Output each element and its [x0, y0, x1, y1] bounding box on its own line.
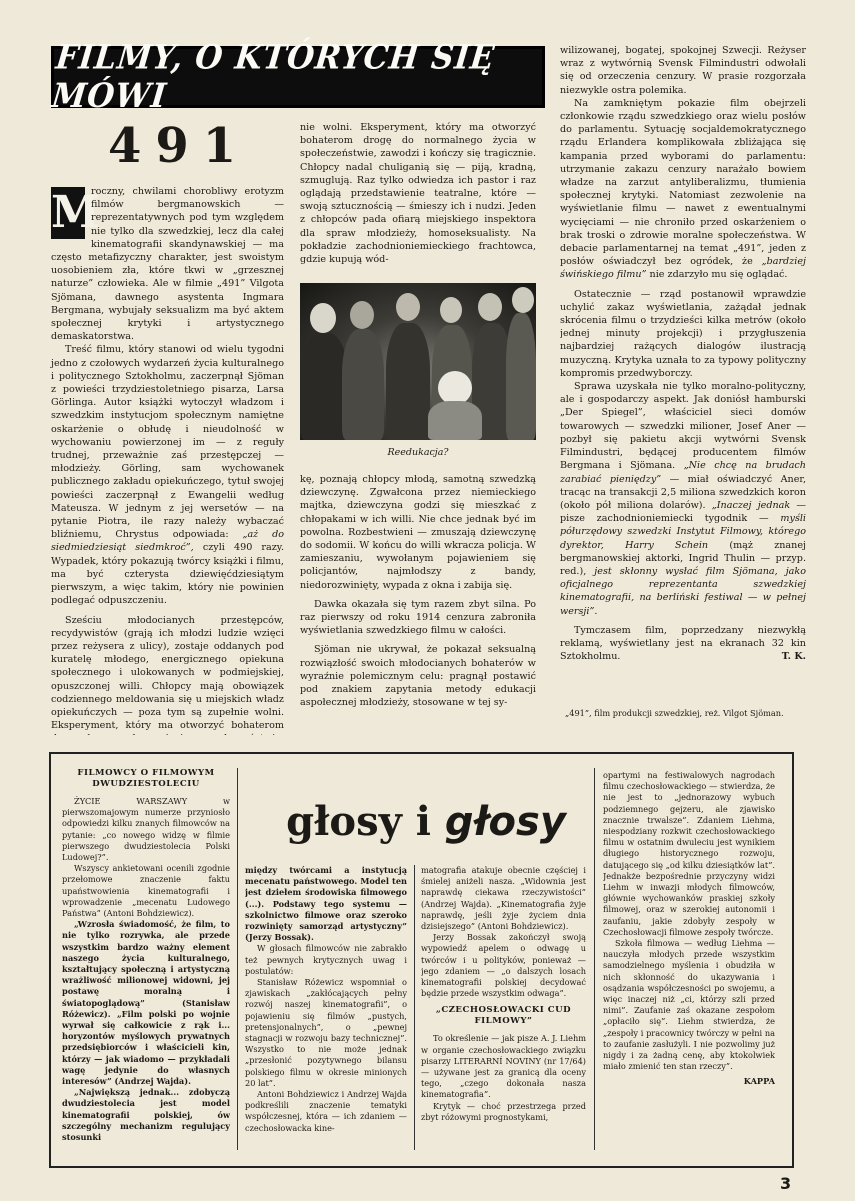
glosy-divider-2: [414, 865, 415, 1150]
glosy-left-p2: Wszyscy ankietowani ocenili zgodnie przełomowe znaczenie faktu upaństwowienia kinematografii i wprowadzenie „mecenatu Ludowego Państwa” (Antoni Bohdziewicz).: [62, 863, 230, 919]
article-paragraph-3a: Sześciu młodocianych przestępców, recydywistów (grają ich młodzi ludzie wzięci przez reżysera z ulicy), zostaje oddanych pod kuratelę młodego, energicznego opiekuna społecznego i ulokowanych w podmiejskiej, opuszczonej willi. Chłopcy mają obowiązek codziennego meldowania się u miejskich władz opiekuńczych — poza tym są zupełnie wolni. Eksperyment, który ma otworzyć bohaterom: [51, 614, 284, 732]
movie-title-number: 491: [108, 118, 251, 174]
dropcap: M: [51, 187, 100, 238]
glosy-title-first: głosy i: [286, 798, 431, 845]
glosy-left-p1: ŻYCIE WARSZAWY w pierwszomajowym numerze przyniosło odpowiedzi kilku znanych filmowców na pytanie: „co nowego widzę w filmie pierwszego dwudziestolecia Polski Ludowej?”.: [62, 796, 230, 863]
glosy-column-right: [603, 770, 775, 1154]
article-paragraph-8: Sprawa uzyskała nie tylko moralno-polityczny, ale i gospodarczy aspekt. Jak doniósł hamburski „Der Spiegel”, właściciel sieci domów towarowych — szwedzki milioner, Josef Aner — pozbył się pakietu akcji wytwórni Svensk Filmindustri, będącej producentem filmów Bergmana i Sjömana. „Nie chcę na brudach zarabiać pieniędzy” — miał oświadczyć Aner, tracąc na transakcji 2,5 miliona szwedzkich koron (około pół miliona dolarów). „Inaczej jednak — pisze zachodnioniemiecki tygodnik — myśli półurzędowy szwedzki Instytut Filmowy, którego dyrektor, Harry Schein (mąż znanej bergmanowskiej aktorki, Ingrid Thulin — przyp. red.), jest skłonny wysłać film Sjömana, jako oficjalnego reprezentanta szwedzkiej kinematografii, na berliński festiwal — w pełnej wersji”.: [560, 381, 806, 617]
glosy-column-mid1: [245, 865, 407, 1155]
article-paragraph-3b: nie wolni. Eksperyment, który ma otworzyć bohaterom drogę do normalnego życia w społeczeństwie, zawodzi i kończy się tragicznie. Chłopcy nadal chuliganią się — piją, kradną, szmuglują. Raz tylko odwiedza ich pastor i raz oglądają przedstawienie teatralne, które — swoją sztucznością — śmieszy ich i nudzi. Jeden z chłopców pada ofiarą miejskiego inspektora dla spraw młodzieży, homoseksualisty. Na pokładzie zachodnioniemieckiego frachtowca, gdzie kupują wód-: [300, 122, 536, 266]
photo-caption: Reedukacja?: [387, 447, 449, 458]
article-column-3: [560, 44, 806, 696]
article-paragraph-9: Tymczasem film, poprzedzany niezwykłą reklamą, wyświetlany jest na ekranach 32 kin Sztokholmu. T. K.: [560, 624, 806, 663]
article-signature: T. K.: [781, 651, 806, 663]
article-column-1: [51, 185, 284, 735]
glosy-mid2-heading: „CZECHOSŁOWACKI CUD FILMOWY”: [435, 1005, 572, 1027]
glosy-mid2-p4: Krytyk — choć przestrzega przed zbyt różowymi prognostykami,: [421, 1100, 586, 1122]
article-paragraph-5b: wilizowanej, bogatej, spokojnej Szwecji. Reżyser wraz z wytwórnią Svensk Filmindustri odwołali się od orzeczenia cenzury. W prasie rozgorzała niezwykle ostra polemika.: [560, 45, 806, 96]
article-column-2-bottom: [300, 473, 536, 726]
glosy-right-p1: opartymi na festiwalowych nagrodach filmu czechosłowackiego — stwierdza, że nie jest to „jednorazowy wybuch podziemnego gejzeru, ale zjawisko znacznie trwalsze”. Zdaniem Liehma, niespodziany rozkwit czechosłowackiego filmu w ostatnim dwuleciu jest wynikiem długiego historycznego rozwoju, datującego się „od kilku dziesiątków lat”. Jednakże bezpośrednie przyczyny widzi Liehm w inwazji młodych filmowców, głównie wychowanków praskiej szkoły filmowej, oraz w szerokiej autonomii i zaufaniu, jakie zdobyły zespoły w Czechosłowacji filmowe zespoły twórcze.: [603, 770, 775, 937]
article-paragraph-3c: kę, poznają chłopcy młodą, samotną szwedzką dziewczynę. Zgwałcona przez niemieckiego majtka, dziewczyna godzi się mieszkać z chłopakami w ich willi. Nie chce jednak być im powolna. Rozbestwieni — zmuszają dziewczynę do sodomii. W końcu do willi wkracza policja. W zamieszaniu, wywołanym pojawieniem się policjantów, najmłodszy z bandy, niedorozwinięty, wypada z okna i zabija się.: [300, 474, 536, 591]
glosy-right-p2: Szkoła filmowa — według Liehma — nauczyła młodych przede wszystkim samodzielnego myślenia i obudziła w nich skłonność do ukazywania i osądzania współczesności po swojemu, a więc inaczej niż „ci, którzy szli przed nimi”. Zaufanie zaś okazane zespołom „opłaciło się”. Liehm stwierdza, że „zespoły i pracownicy twórczy w pełni na to zaufanie zasłużyli. I nie pozwolimy już nigdy i za żadną cenę, aby ktokolwiek miało zmienić ten stan rzeczy”.: [603, 938, 775, 1072]
section-banner: [49, 38, 545, 116]
film-still-photo: [300, 283, 536, 440]
article-paragraph-2: Treść filmu, który stanowi od wielu tygodni jedno z czołowych wydarzeń życia kulturalnego i politycznego Sztokholmu, zaczerpnął Sjöman z powieści trzydziestoletniego pisarza, Larsa Görlinga. Autor książki wytoczył władzom i szwedzkim instytucjom społecznym namiętne oskarżenie o obłudę i nieudolność w wychowaniu powierzonej im — z reguły trudnej, przeważnie zaś przestępczej — młodzieży. Görling, sam wychowanek publicznego zakładu opiekuńczego, tytuł swojej powieści zaczerpnął z Ewangelii według Mateusza. W jednym z jej wersetów — na pytanie Piotra, ile razy należy wybaczać bliźniemu, Chrystus odpowiada: „aż do siedmiedziesiąt siedmkroć”, czyli 490 razy. Wypadek, który pokazują twórcy książki i filmu, ma być czterysta dziewięćdziesiątym pierwszym, a więc takim, który nie powinien podlegać odpuszczeniu.: [51, 344, 284, 607]
article-column-2-top: [300, 121, 536, 278]
glosy-signature: KAPPA: [743, 1076, 775, 1087]
glosy-title-second: głosy: [444, 799, 566, 845]
glosy-mid1-p3: Stanisław Różewicz wspomniał o zjawiskach „zakłócających pełny rozwój naszej kinematografii”, o pojawieniu się filmów „pustych, pretensjonalnych”, o „pewnej stagnacji w rozwoju bazy technicznej”. Wszystko to nie może jednak „przesłonić pozytywnego bilansu polskiego filmu w okresie minionych 20 lat”.: [245, 977, 407, 1088]
glosy-left-p4: „Największą jednak... zdobyczą dwudziestolecia jest model kinematografii polskiej, ów szczególny mechanizm regulujący stosunki: [62, 1087, 230, 1143]
glosy-divider-1: [237, 768, 238, 1150]
glosy-divider-3: [594, 768, 595, 1150]
glosy-title: [276, 798, 576, 845]
page-number: 3: [780, 1174, 792, 1193]
glosy-mid2-p3: To określenie — jak pisze A. J. Liehm w organie czechosłowackiego związku pisarzy LITERARNÍ NOVINY (nr 17/64) — używane jest za granicą dla oceny tego, „czego dokonała nasza kinematografia”.: [421, 1033, 586, 1100]
banner-title: FILMY, O KTÓRYCH SIĘ MÓWI: [49, 38, 497, 116]
glosy-column-mid2: [421, 865, 586, 1155]
glosy-left-p3: „Wzrosła świadomość, że film, to nie tylko rozrywka, ale przede wszystkim bardzo ważny element naszego życia kulturalnego, kształtujący społeczną i artystyczną wrażliwość milionowej widowni, jej postawę moralną i światopoglądową” (Stanisław Różewicz). „Film polski po wojnie wyrwał się całkowicie z rąk i... horyzontów myślowych prywatnych przedsiębiorców i właścicieli kin, którzy — jak wiadomo — przykładali wagę jedynie do własnych interesów” (Andrzej Wajda).: [62, 919, 230, 1087]
glosy-mid1-p2: W głosach filmowców nie zabrakło też pewnych krytycznych uwag i postulatów:: [245, 943, 407, 976]
article-paragraph-4: Dawka okazała się tym razem zbyt silna. Po raz pierwszy od roku 1914 cenzura zabroniła wyświetlania szwedzkiego filmu w całości.: [300, 598, 536, 637]
article-paragraph-6: Na zamkniętym pokazie film obejrzeli członkowie rządu szwedzkiego oraz wielu posłów do parlamentu. Sytuację socjaldemokratycznego rządu Erlandera komplikowała zbliżająca się kampania przed wyborami do parlamentu: utrzymanie zakazu cenzury narażało bowiem władze na zarzut antyliberalizmu, tłumienia społecznej krytyki. Natomiast zezwolenie na wyświetlanie filmu — nawet z ewentualnymi wycięciami — nie chroniło przed oskarżeniem o brak troski o zdrowie moralne społeczeństwa. W debacie parlamentarnej na temat „491”, jeden z posłów oświadczył bez ogródek, że „bardziej świńskiego filmu” nie zdarzyło mu się oglądać.: [560, 97, 806, 281]
glosy-left-heading: FILMOWCY O FILMOWYM DWUDZIESTOLECIU: [77, 768, 215, 789]
glosy-mid2-p1: matografia atakuje obecnie częściej i śmielej aniżeli nasza. „Widownia jest naprawdę ciekawa rzeczywistości” (Andrzej Wajda). „Kinematografia żyje naprawdę, jeśli żyje życiem dnia dzisiejszego” (Antoni Bohdziewicz).: [421, 865, 586, 932]
glosy-mid2-p2: Jerzy Bossak zakończył swoją wypowiedź apelem o odwagę u twórców i u polityków, ponieważ — jego zdaniem — „o dalszych losach kinematografii polskiej decydować będzie przede wszystkim odwaga”.: [421, 932, 586, 999]
article-paragraph-5: Sjöman nie ukrywał, że pokazał seksualną rozwiązłość swoich młodocianych bohaterów w wyraźnie polemicznym celu: pragnął postawić pod znakiem zapytania metody edukacji aspołecznej młodzieży, stosowane w tej sy-: [300, 644, 536, 709]
glosy-mid1-p4: Antoni Bohdziewicz i Andrzej Wajda podkreślili znaczenie tematyki współczesnej, która — ich zdaniem — czechosłowacka kine-: [245, 1089, 407, 1133]
glosy-mid1-p1: między twórcami a instytucją mecenatu państwowego. Model ten jest dziełem środowiska filmowego (...). Podstawy tego systemu — szkolnictwo filmowe oraz szeroko rozwinięty samorząd artystyczny” (Jerzy Bossak).: [245, 865, 407, 943]
article-paragraph-7: Ostatecznie — rząd postanowił wprawdzie uchylić zakaz wyświetlania, zażądał jednak skrócenia filmu o trzydzieści kilka metrów (około jednej minuty projekcji) i przygłuszenia najbardziej rażących dialogów ilustracją muzyczną. Krytyka uznała to za typowy polityczny kompromis przedwyborczy.: [560, 288, 806, 379]
glosy-column-left: [62, 768, 230, 1154]
article-paragraph-1: M roczny, chwilami chorobliwy erotyzm filmów bergmanowskich — reprezentatywnych pod tym względem nie tylko dla szwedzkiej, lecz dla całej kinematografii skandynawskiej — ma często metafizyczny charakter, jest swoistym uosobieniem zła, które tkwi w „grzesznej naturze” człowieka. Ale w filmie „491” Vilgota Sjömana, dawnego asystenta Ingmara Bergmana, wybujały seksualizm ma być aktem społecznej krytyki i artystycznego demaskatorstwa.: [51, 186, 284, 343]
film-footnote: „491”, film produkcji szwedzkiej, reż. Vilgot Sjöman.: [565, 708, 784, 718]
